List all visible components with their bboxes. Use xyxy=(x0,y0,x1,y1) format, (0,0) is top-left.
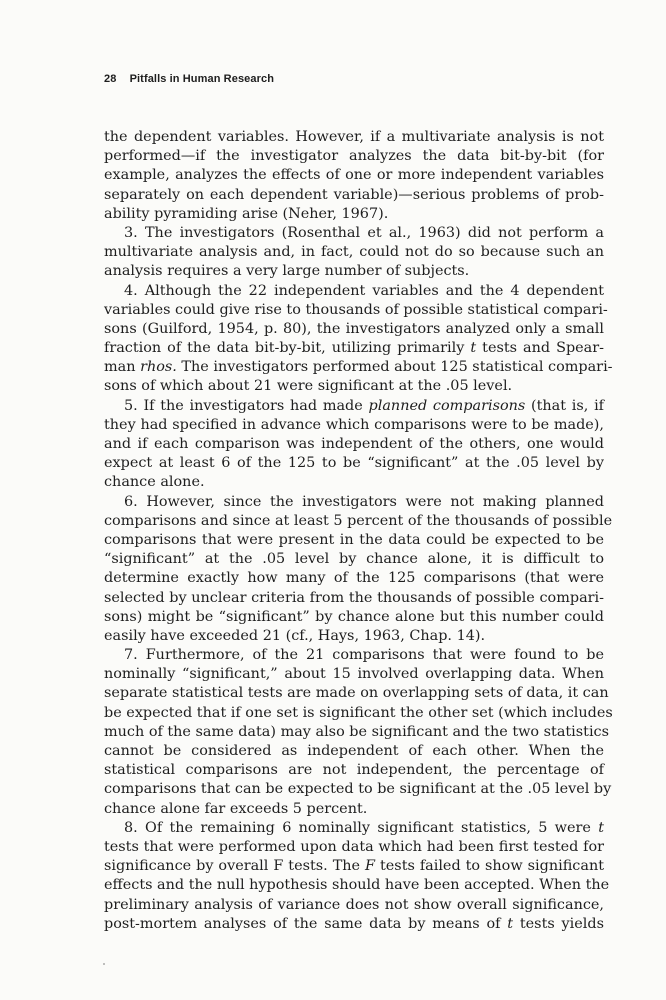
text-line: analysis requires a very large number of subjects. xyxy=(104,263,470,280)
text-line: chance alone. xyxy=(104,474,205,491)
text-line: 5. If the investigators had made planned comparisons (that is, if xyxy=(124,397,605,414)
text-line: separately on each dependent variable)—serious problems of prob- xyxy=(104,186,604,203)
italic-term: rhos. xyxy=(140,359,177,376)
text-line: 4. Although the 22 independent variables and the 4 dependent xyxy=(124,282,604,299)
text-line: tests that were performed upon data which had been first tested for xyxy=(104,838,604,855)
text-line: separate statistical tests are made on overlapping sets of data, it can xyxy=(104,685,609,702)
text-line: selected by unclear criteria from the thousands of possible compari- xyxy=(104,589,604,606)
text-line: expect at least 6 of the 125 to be “significant” at the .05 level by xyxy=(104,455,604,472)
text-line: be expected that if one set is significant the other set (which includes xyxy=(104,704,613,721)
text-line: man rhos. The investigators performed about 125 statistical compari- xyxy=(104,359,613,376)
text-line: preliminary analysis of variance does not show overall significance, xyxy=(104,896,604,913)
text-line: 3. The investigators (Rosenthal et al., 1963) did not perform a xyxy=(124,224,604,241)
italic-term: t xyxy=(598,819,604,836)
text-line: sons) might be “significant” by chance alone but this number could xyxy=(104,608,604,625)
running-title: Pitfalls in Human Research xyxy=(129,73,275,85)
text-line: “significant” at the .05 level by chance alone, it is difficult to xyxy=(104,551,604,568)
text-line: 8. Of the remaining 6 nominally significant statistics, 5 were t xyxy=(124,819,604,836)
text-line: post-mortem analyses of the same data by means of t tests yields xyxy=(104,915,604,932)
text-line: ability pyramiding arise (Neher, 1967). xyxy=(104,205,389,222)
body-text xyxy=(104,128,613,934)
text-line: comparisons that were present in the data could be expected to be xyxy=(104,531,604,548)
text-line: comparisons that can be expected to be significant at the .05 level by xyxy=(104,781,612,798)
running-header xyxy=(104,73,274,85)
text-line: example, analyzes the effects of one or more independent variables xyxy=(104,167,604,184)
text-line: they had specified in advance which comparisons were to be made), xyxy=(104,416,604,433)
text-line: multivariate analysis and, in fact, could not do so because such an xyxy=(104,244,604,261)
text-line: sons (Guilford, 1954, p. 80), the investigators analyzed only a small xyxy=(104,320,604,337)
italic-term: t xyxy=(507,915,514,932)
text-line: significance by overall F tests. The F tests failed to show significant xyxy=(104,858,604,875)
text-line: chance alone far exceeds 5 percent. xyxy=(104,800,368,817)
text-line: and if each comparison was independent of the others, one would xyxy=(104,436,604,452)
text-line: fraction of the data bit-by-bit, utilizing primarily t tests and Spear- xyxy=(104,340,604,357)
italic-term: planned comparisons xyxy=(368,397,526,414)
page-number: 28 xyxy=(104,73,117,85)
text-line: statistical comparisons are not independent, the percentage of xyxy=(104,762,604,779)
italic-term: t xyxy=(470,340,477,357)
text-line: 6. However, since the investigators were not making planned xyxy=(124,493,604,510)
text-line: sons of which about 21 were significant at the .05 level. xyxy=(104,378,513,395)
text-line: comparisons and since at least 5 percent of the thousands of possible xyxy=(104,512,613,529)
text-line: the dependent variables. However, if a multivariate analysis is not xyxy=(104,129,604,145)
text-line: determine exactly how many of the 125 comparisons (that were xyxy=(104,570,604,587)
italic-term: F xyxy=(365,858,376,875)
text-line: much of the same data) may also be significant and the two statistics xyxy=(104,723,610,740)
text-line: cannot be considered as independent of each other. When the xyxy=(104,743,604,759)
text-line: 7. Furthermore, of the 21 comparisons that were found to be xyxy=(124,647,604,664)
text-line: nominally “significant,” about 15 involved overlapping data. When xyxy=(104,666,604,683)
scan-speck xyxy=(103,963,105,965)
text-line: effects and the null hypothesis should have been accepted. When the xyxy=(104,877,610,894)
text-line: easily have exceeded 21 (cf., Hays, 1963, Chap. 14). xyxy=(104,627,486,644)
text-line: variables could give rise to thousands of possible statistical compari- xyxy=(104,301,608,318)
text-line: performed—if the investigator analyzes the data bit-by-bit (for xyxy=(104,148,604,165)
